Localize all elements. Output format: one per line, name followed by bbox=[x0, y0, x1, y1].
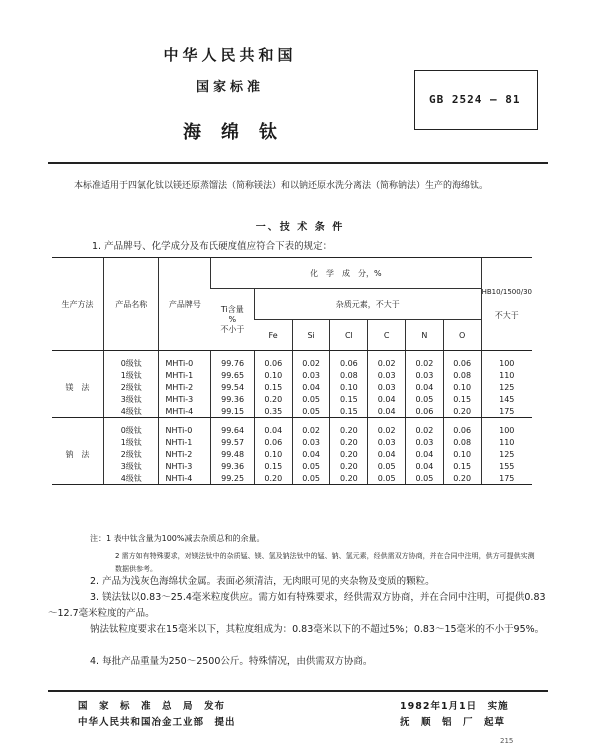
ti-cell: 99.76 bbox=[211, 357, 255, 369]
si-cell: 0.05 bbox=[292, 405, 330, 418]
c-cell: 0.03 bbox=[368, 381, 406, 393]
clause-3b: 钠法钛粒度要求在15毫米以下，其粒度组成为：0.83毫米以下的不超过5%；0.83～15毫米的不小于95%。 bbox=[90, 624, 545, 635]
product-name-cell: 2级钛 bbox=[104, 381, 159, 393]
o-cell: 0.10 bbox=[443, 448, 481, 460]
hb-cell: 155 bbox=[481, 460, 532, 472]
c-cell: 0.04 bbox=[368, 393, 406, 405]
product-name-cell: 2级钛 bbox=[104, 448, 159, 460]
footer-effective-date: 1982年1月1日 实施 bbox=[400, 701, 509, 712]
o-cell: 0.20 bbox=[443, 405, 481, 418]
method-cell bbox=[52, 393, 104, 405]
clause-1: 1. 产品牌号、化学成分及布氏硬度值应符合下表的规定： bbox=[92, 241, 333, 252]
fe-cell: 0.20 bbox=[254, 472, 292, 485]
header-si: Si bbox=[292, 320, 330, 351]
table-row bbox=[52, 393, 532, 405]
table-row bbox=[52, 369, 532, 381]
fe-cell: 0.10 bbox=[254, 448, 292, 460]
cl-cell: 0.20 bbox=[330, 460, 368, 472]
ti-cell: 99.64 bbox=[211, 424, 255, 436]
si-cell: 0.04 bbox=[292, 381, 330, 393]
si-cell: 0.03 bbox=[292, 436, 330, 448]
product-name-cell: 3级钛 bbox=[104, 393, 159, 405]
grade-cell: NHTi-4 bbox=[159, 472, 211, 485]
grade-cell: NHTi-1 bbox=[159, 436, 211, 448]
o-cell: 0.06 bbox=[443, 357, 481, 369]
si-cell: 0.02 bbox=[292, 357, 330, 369]
header-ti bbox=[211, 289, 255, 351]
n-cell: 0.02 bbox=[406, 424, 444, 436]
ti-cell: 99.48 bbox=[211, 448, 255, 460]
header-chemistry: 化 学 成 分，% bbox=[211, 258, 481, 289]
c-cell: 0.03 bbox=[368, 436, 406, 448]
n-cell: 0.04 bbox=[406, 460, 444, 472]
hb-cell: 110 bbox=[481, 436, 532, 448]
grade-cell: MHTi-2 bbox=[159, 381, 211, 393]
cl-cell: 0.20 bbox=[330, 472, 368, 485]
table-row bbox=[52, 357, 532, 369]
method-cell bbox=[52, 424, 104, 436]
header-cl: Cl bbox=[330, 320, 368, 351]
si-cell: 0.05 bbox=[292, 460, 330, 472]
header-impurity: 杂质元素，不大于 bbox=[254, 289, 481, 320]
table-row bbox=[52, 424, 532, 436]
hb-cell: 125 bbox=[481, 381, 532, 393]
c-cell: 0.05 bbox=[368, 472, 406, 485]
product-name-cell: 4级钛 bbox=[104, 472, 159, 485]
o-cell: 0.08 bbox=[443, 436, 481, 448]
c-cell: 0.04 bbox=[368, 448, 406, 460]
ti-cell: 99.65 bbox=[211, 369, 255, 381]
note-2: 2 需方如有特殊要求，对镁法钛中的杂质锰、镁、氢及钠法钛中的锰、钠、氢元素，经供需双方协商，并在合同中注明，供方可提供实测数据供参考。 bbox=[115, 552, 535, 573]
c-cell: 0.05 bbox=[368, 460, 406, 472]
grade-cell: MHTi-3 bbox=[159, 393, 211, 405]
sodium-group bbox=[52, 418, 532, 485]
o-cell: 0.06 bbox=[443, 424, 481, 436]
hb-cell: 125 bbox=[481, 448, 532, 460]
header-hardness bbox=[481, 258, 532, 351]
fe-cell: 0.06 bbox=[254, 436, 292, 448]
ti-cell: 99.36 bbox=[211, 393, 255, 405]
product-name-cell: 3级钛 bbox=[104, 460, 159, 472]
grade-cell: MHTi-0 bbox=[159, 357, 211, 369]
product-name-cell: 1级钛 bbox=[104, 436, 159, 448]
header-hardness-label: HB10/1500/30 bbox=[481, 287, 532, 296]
fe-cell: 0.15 bbox=[254, 381, 292, 393]
header-standard-type: 国家标准 bbox=[195, 80, 264, 95]
header-c: C bbox=[368, 320, 406, 351]
cl-cell: 0.20 bbox=[330, 448, 368, 460]
fe-cell: 0.04 bbox=[254, 424, 292, 436]
footer-proposer: 中华人民共和国冶金工业部 提出 bbox=[78, 717, 236, 728]
o-cell: 0.08 bbox=[443, 369, 481, 381]
header-fe: Fe bbox=[254, 320, 292, 351]
method-cell bbox=[52, 405, 104, 418]
c-cell: 0.03 bbox=[368, 369, 406, 381]
cl-cell: 0.08 bbox=[330, 369, 368, 381]
hb-cell: 100 bbox=[481, 357, 532, 369]
o-cell: 0.20 bbox=[443, 472, 481, 485]
si-cell: 0.02 bbox=[292, 424, 330, 436]
header-ti-min: 不小于 bbox=[220, 325, 245, 334]
n-cell: 0.05 bbox=[406, 472, 444, 485]
header-hardness-max: 不大于 bbox=[494, 310, 519, 320]
header-grade: 产品牌号 bbox=[159, 258, 211, 351]
header-ti-label: Ti含量 bbox=[220, 305, 244, 314]
hb-cell: 145 bbox=[481, 393, 532, 405]
table-row bbox=[52, 405, 532, 418]
page-number: 215 bbox=[500, 737, 514, 745]
grade-cell: NHTi-3 bbox=[159, 460, 211, 472]
clause-4: 4. 每批产品重量为250～2500公斤。特殊情况，由供需双方协商。 bbox=[90, 656, 373, 667]
n-cell: 0.04 bbox=[406, 448, 444, 460]
c-cell: 0.04 bbox=[368, 405, 406, 418]
composition-table bbox=[52, 257, 532, 485]
product-name-cell: 0级钛 bbox=[104, 424, 159, 436]
fe-cell: 0.06 bbox=[254, 357, 292, 369]
n-cell: 0.03 bbox=[406, 436, 444, 448]
top-rule bbox=[48, 162, 548, 164]
header-country: 中华人民共和国 bbox=[163, 46, 297, 64]
o-cell: 0.10 bbox=[443, 381, 481, 393]
grade-cell: NHTi-2 bbox=[159, 448, 211, 460]
cl-cell: 0.10 bbox=[330, 381, 368, 393]
cl-cell: 0.15 bbox=[330, 393, 368, 405]
product-name-cell: 1级钛 bbox=[104, 369, 159, 381]
fe-cell: 0.15 bbox=[254, 460, 292, 472]
ti-cell: 99.25 bbox=[211, 472, 255, 485]
ti-cell: 99.36 bbox=[211, 460, 255, 472]
fe-cell: 0.20 bbox=[254, 393, 292, 405]
method-cell bbox=[52, 436, 104, 448]
c-cell: 0.02 bbox=[368, 357, 406, 369]
product-name-cell: 0级钛 bbox=[104, 357, 159, 369]
method-cell bbox=[52, 369, 104, 381]
section-title: 一、技 术 条 件 bbox=[255, 222, 345, 233]
header-o: O bbox=[443, 320, 481, 351]
method-cell bbox=[52, 460, 104, 472]
fe-cell: 0.10 bbox=[254, 369, 292, 381]
si-cell: 0.04 bbox=[292, 448, 330, 460]
standard-number: GB 2524 — 81 bbox=[429, 93, 521, 106]
intro-paragraph: 本标准适用于四氯化钛以镁还原蒸馏法（简称镁法）和以钠还原水洗分离法（简称钠法）生产的海绵钛。 bbox=[74, 181, 489, 191]
hb-cell: 175 bbox=[481, 405, 532, 418]
hb-cell: 100 bbox=[481, 424, 532, 436]
o-cell: 0.15 bbox=[443, 393, 481, 405]
n-cell: 0.06 bbox=[406, 405, 444, 418]
product-name-cell: 4级钛 bbox=[104, 405, 159, 418]
method-cell: 镁 法 bbox=[65, 382, 90, 392]
cl-cell: 0.20 bbox=[330, 436, 368, 448]
cl-cell: 0.20 bbox=[330, 424, 368, 436]
footer-drafter: 抚 顺 铝 厂 起草 bbox=[400, 717, 506, 728]
method-cell bbox=[52, 472, 104, 485]
standard-number-box bbox=[414, 70, 538, 130]
n-cell: 0.03 bbox=[406, 369, 444, 381]
bottom-rule bbox=[48, 690, 548, 692]
n-cell: 0.02 bbox=[406, 357, 444, 369]
grade-cell: MHTi-1 bbox=[159, 369, 211, 381]
si-cell: 0.05 bbox=[292, 472, 330, 485]
cl-cell: 0.15 bbox=[330, 405, 368, 418]
table-row bbox=[52, 472, 532, 485]
ti-cell: 99.54 bbox=[211, 381, 255, 393]
magnesium-group bbox=[52, 351, 532, 418]
table-row bbox=[52, 381, 532, 393]
note-1: 注：1 表中钛含量为100%减去杂质总和的余量。 bbox=[90, 534, 265, 543]
c-cell: 0.02 bbox=[368, 424, 406, 436]
n-cell: 0.04 bbox=[406, 381, 444, 393]
table-row bbox=[52, 460, 532, 472]
o-cell: 0.15 bbox=[443, 460, 481, 472]
hb-cell: 175 bbox=[481, 472, 532, 485]
n-cell: 0.05 bbox=[406, 393, 444, 405]
fe-cell: 0.35 bbox=[254, 405, 292, 418]
header-name: 产品名称 bbox=[104, 258, 159, 351]
header-method: 生产方法 bbox=[52, 258, 104, 351]
ti-cell: 99.57 bbox=[211, 436, 255, 448]
cl-cell: 0.06 bbox=[330, 357, 368, 369]
table-row bbox=[52, 436, 532, 448]
header-ti-unit: % bbox=[228, 315, 237, 324]
si-cell: 0.03 bbox=[292, 369, 330, 381]
header-n: N bbox=[406, 320, 444, 351]
table-row bbox=[52, 448, 532, 460]
footer-issuer: 国 家 标 准 总 局 发布 bbox=[78, 701, 226, 712]
grade-cell: MHTi-4 bbox=[159, 405, 211, 418]
hb-cell: 110 bbox=[481, 369, 532, 381]
clause-2: 2. 产品为浅灰色海绵状金属。表面必须清洁，无肉眼可见的夹杂物及变质的颗粒。 bbox=[90, 576, 435, 587]
grade-cell: NHTi-0 bbox=[159, 424, 211, 436]
clause-3: 3. 镁法钛以0.83～25.4毫米粒度供应。需方如有特殊要求，经供需双方协商，并在合同中注明，可提供0.83～12.7毫米粒度的产品。 bbox=[48, 592, 546, 619]
si-cell: 0.05 bbox=[292, 393, 330, 405]
method-cell: 钠 法 bbox=[65, 449, 90, 459]
ti-cell: 99.15 bbox=[211, 405, 255, 418]
method-cell bbox=[52, 357, 104, 369]
document-title: 海绵钛 bbox=[183, 122, 297, 143]
